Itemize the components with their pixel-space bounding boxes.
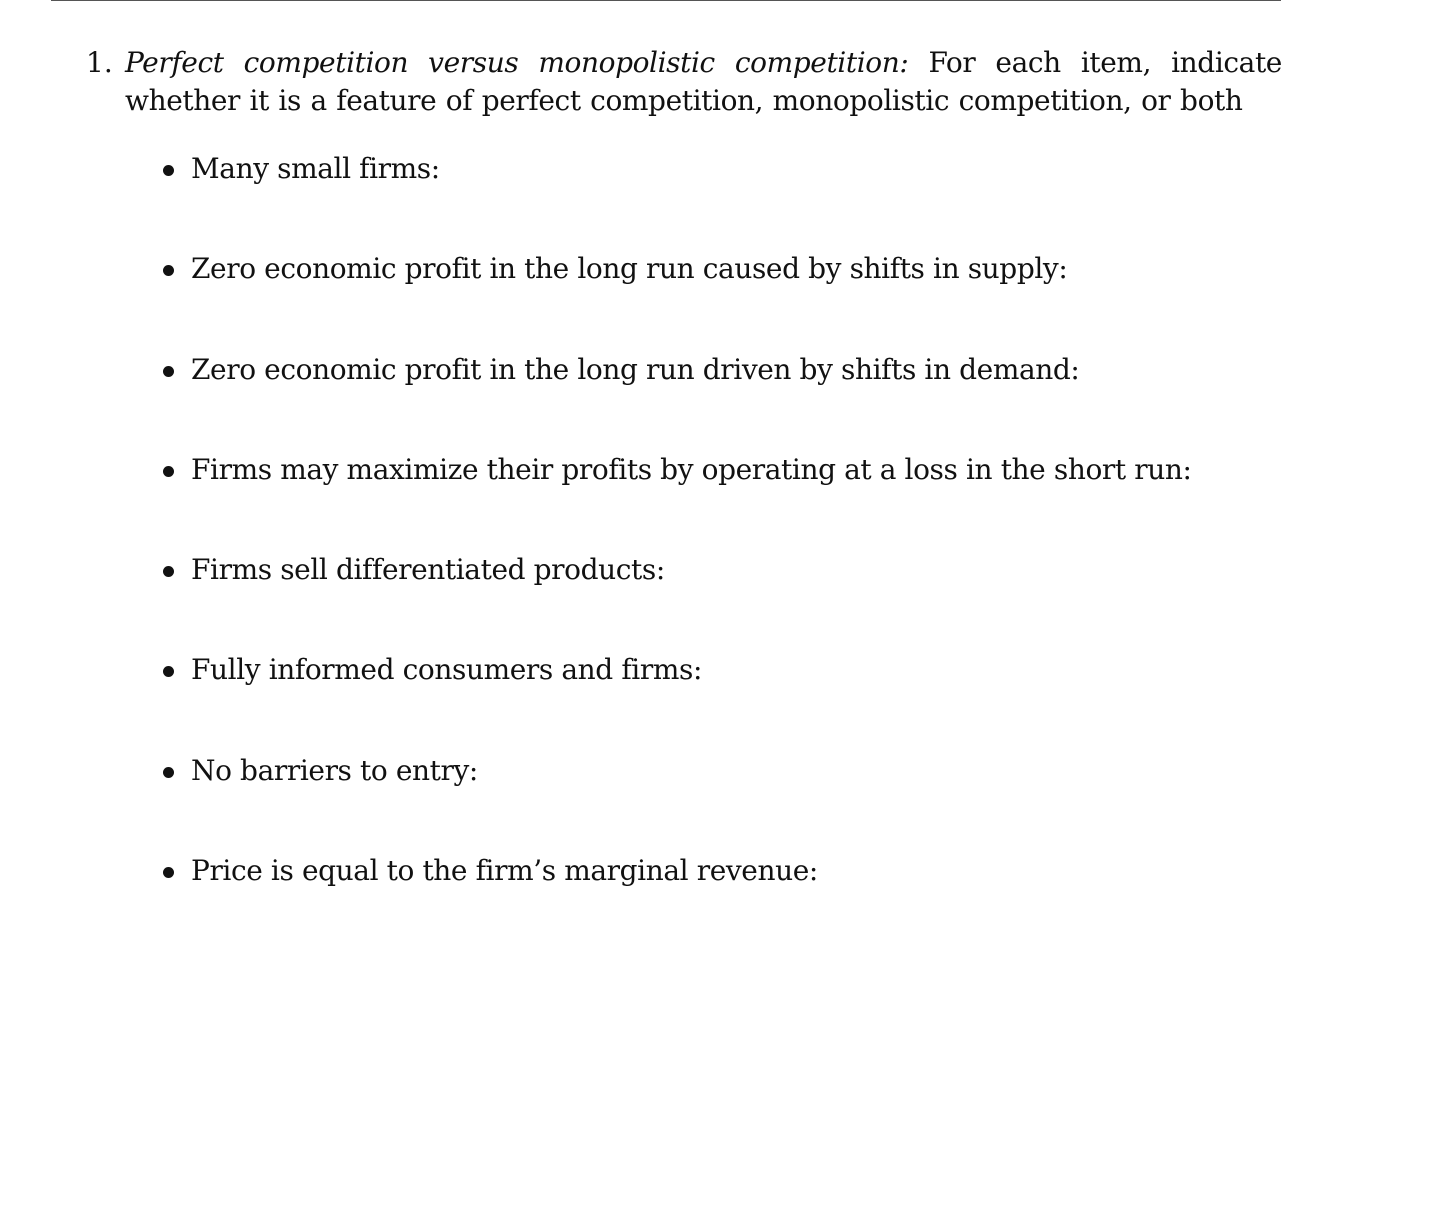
bullet-icon [163, 566, 174, 577]
question-prompt: For each item, indicate whether it is a feature of perfect competition, monopolistic competition, or both [125, 46, 1282, 117]
question-title: Perfect competition versus monopolistic competition: [125, 46, 909, 79]
bullet-icon [163, 265, 174, 276]
bullet-icon [163, 366, 174, 377]
bullet-icon [163, 767, 174, 778]
item-text: Fully informed consumers and firms: [191, 653, 702, 687]
question-block [86, 44, 1282, 120]
item-text: Zero economic profit in the long run driven by shifts in demand: [191, 352, 1080, 386]
item-text: Firms sell differentiated products: [191, 553, 665, 587]
top-divider [51, 0, 1281, 1]
bullet-icon [163, 666, 174, 677]
bullet-icon [163, 165, 174, 176]
item-text: Firms may maximize their profits by operating at a loss in the short run: [191, 452, 1192, 486]
item-text: Zero economic profit in the long run caused by shifts in supply: [191, 252, 1068, 286]
item-text: Price is equal to the firm’s marginal revenue: [191, 854, 818, 888]
item-text: Many small firms: [191, 152, 440, 185]
item-text: No barriers to entry: [191, 753, 478, 787]
bullet-icon [163, 466, 174, 477]
question-number: 1. [86, 46, 113, 79]
bullet-icon [163, 867, 174, 878]
question-text [125, 44, 1282, 120]
